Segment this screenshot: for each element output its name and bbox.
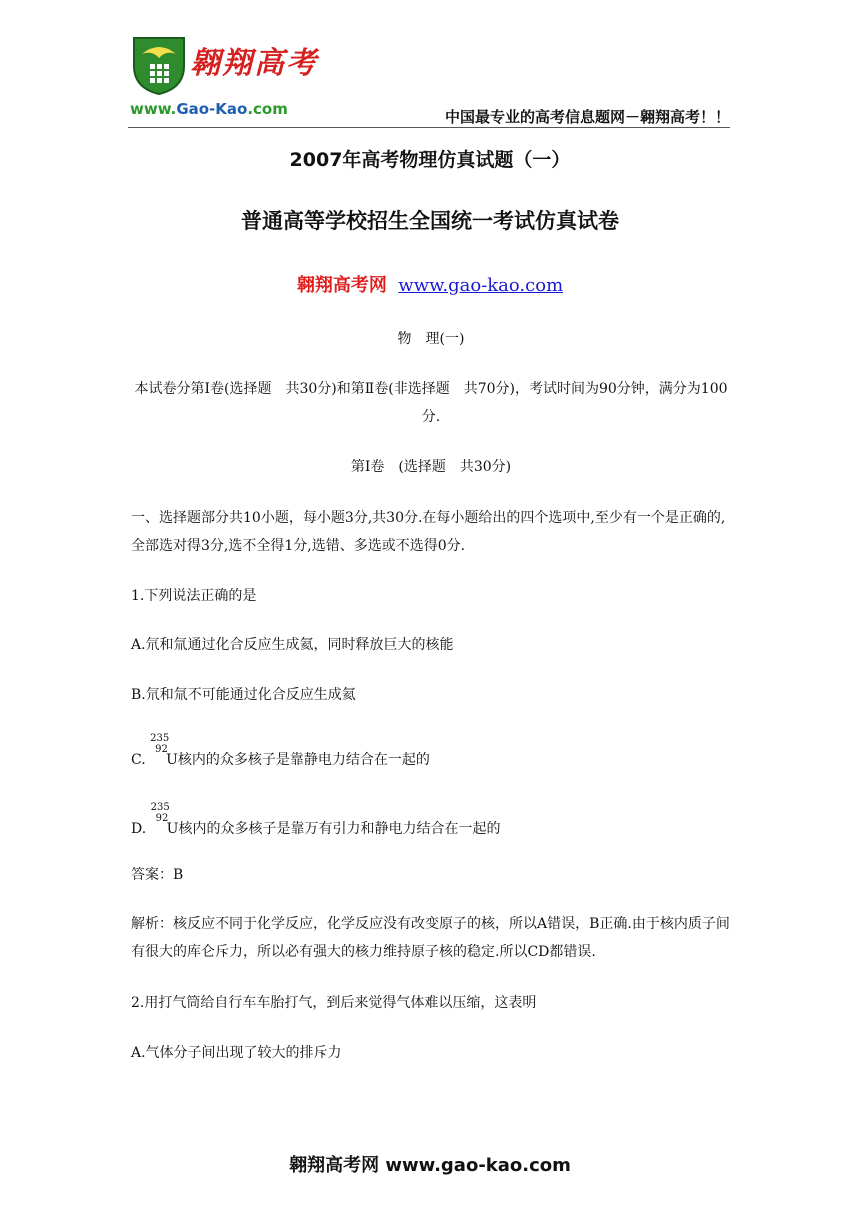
header-slogan: 中国最专业的高考信息题网－翱翔高考！！ — [444, 108, 730, 126]
nuclide-atomic-number: 92 — [155, 813, 169, 824]
nuclide-mass-number: 235 — [150, 802, 170, 813]
site-name: 翱翔高考网 — [296, 275, 387, 296]
q1-option-d — [131, 802, 731, 843]
logo-url-brand: Gao-Kao — [176, 100, 248, 118]
q1-option-b: B.氘和氚不可能通过化合反应生成氦 — [131, 687, 356, 703]
q1-option-c-prefix: C. — [131, 752, 151, 768]
subject-heading: 物 理(一) — [397, 331, 465, 347]
exam-intro: 本试卷分第Ⅰ卷(选择题 共30分)和第Ⅱ卷(非选择题 共70分)，考试时间为90分钟，满分为100分. — [134, 381, 728, 425]
logo-shield-icon — [130, 32, 188, 96]
page-header — [128, 30, 730, 128]
logo-url-prefix: www. — [130, 100, 177, 118]
q1-analysis: 解析：核反应不同于化学反应，化学反应没有改变原子的核，所以A错误，B正确.由于核内质子间有很大的库仑斥力，所以必有强大的核力维持原子核的稳定.所以CD都错误. — [131, 916, 730, 960]
uranium-nuclide-d — [150, 802, 170, 833]
q1-option-c-text: U核内的众多核子是靠静电力结合在一起的 — [166, 752, 430, 768]
q2-stem: 2.用打气筒给自行车车胎打气，到后来觉得气体难以压缩，这表明 — [131, 995, 537, 1011]
q2-option-a: A.气体分子间出现了较大的排斥力 — [131, 1045, 342, 1061]
site-link[interactable]: www.gao-kao.com — [398, 275, 564, 296]
page-subtitle: 普通高等学校招生全国统一考试仿真试卷 — [241, 209, 619, 233]
q1-answer: 答案：B — [131, 867, 184, 883]
page-title: 2007年高考物理仿真试题（一） — [289, 149, 571, 171]
site-line — [0, 271, 860, 297]
nuclide-mass-number: 235 — [150, 733, 170, 744]
q1-option-a: A.氘和氚通过化合反应生成氦，同时释放巨大的核能 — [131, 637, 454, 653]
q1-option-d-prefix: D. — [131, 821, 151, 837]
section-heading: 第Ⅰ卷 (选择题 共30分) — [350, 459, 512, 475]
logo-text: 翱翔高考 — [190, 46, 318, 81]
header-divider — [128, 127, 730, 128]
q1-stem: 1.下列说法正确的是 — [131, 588, 257, 604]
q1-option-d-text: U核内的众多核子是靠万有引力和静电力结合在一起的 — [166, 821, 501, 837]
logo-url-suffix: .com — [247, 100, 288, 118]
nuclide-atomic-number: 92 — [155, 744, 168, 755]
logo-url — [130, 100, 288, 118]
instruction-text: 一、选择题部分共10小题，每小题3分,共30分.在每小题给出的四个选项中,至少有一个是正确的,全部选对得3分,选不全得1分,选错、多选或不选得0分. — [131, 510, 726, 554]
uranium-nuclide-c — [150, 733, 170, 764]
page-footer: 翱翔高考网 www.gao-kao.com — [289, 1155, 571, 1176]
q1-option-c — [131, 733, 731, 774]
